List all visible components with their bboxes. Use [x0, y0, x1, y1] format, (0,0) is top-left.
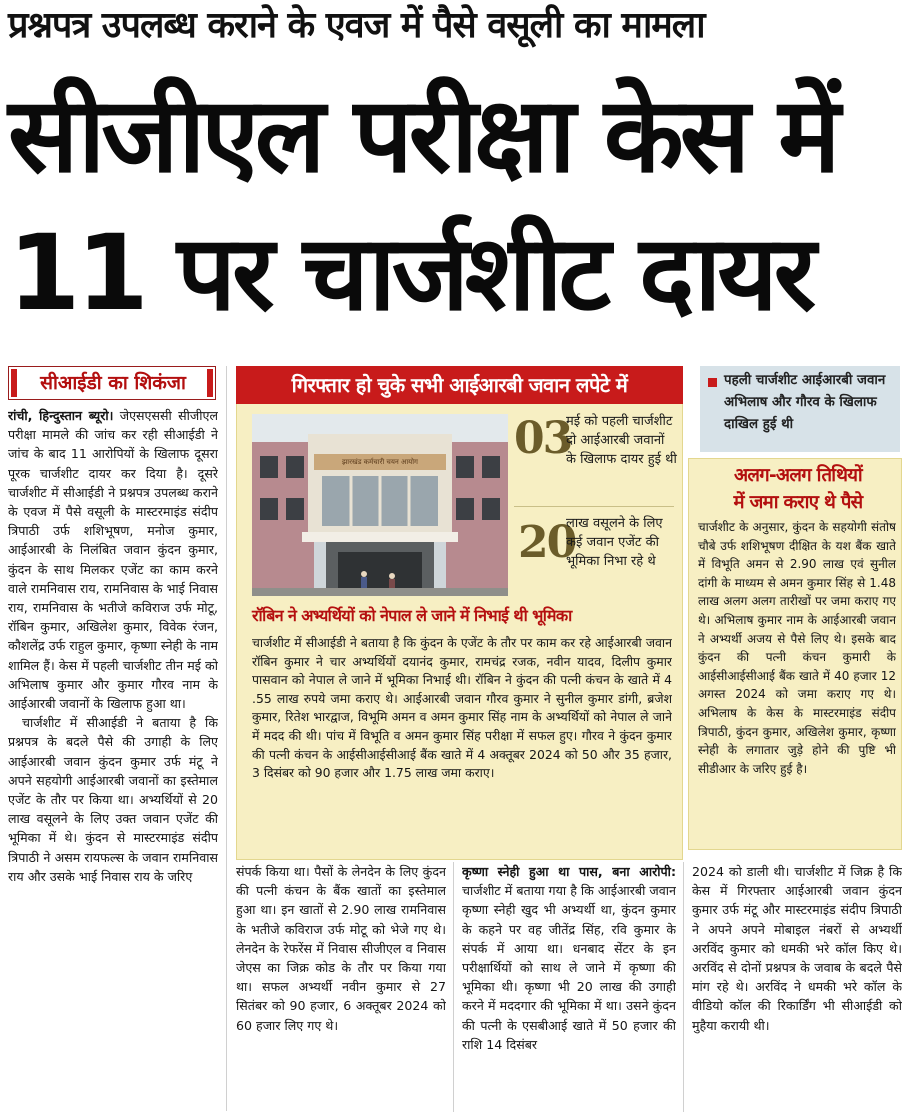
main-headline-line2: 11 पर चार्जशीट दायर [8, 212, 813, 334]
right-box-heading-line1: अलग-अलग तिथियों [733, 465, 863, 486]
building-sign: झारखंड कर्मचारी चयन आयोग [342, 458, 418, 466]
sidebar-note-text: पहली चार्जशीट आईआरबी जवान अभिलाष और गौरव के खिलाफ दाखिल हुई थी [724, 373, 886, 432]
section-tag-label: सीआईडी का शिकंजा [40, 372, 186, 394]
stat-number-2: 20 [518, 517, 576, 568]
tag-bar-right [207, 369, 213, 397]
right-box-body: चार्जशीट के अनुसार, कुंदन के सहयोगी संतोष चौबे उर्फ शशिभूषण दीक्षित के यश बैंक खाते में विभूति अमन से 2.90 लाख एवं सुनील दांगी के माध्यम से अमन कुमार सिंह से 1.48 लाख अलग अलग तारीखों पर जमा कराए गए थे। अभिलाष कुमार नाम के आईआरबी जवान ने अभ्यर्थी अजय से पैसे लिए थे। इसके बाद कुंदन की पत्नी कंचन कुमारी के आईसीआईसीआई बैंक खाते में 40 हजार 12 अगस्त 2024 को जमा कराए गए थे। अभिलाष के केस के मास्टरमाइंड संदीप त्रिपाठी, कुंदन कुमार, अखिलेश कुमार, कृष्णा स्नेही के लगातार जुड़े होने की पुष्टि भी सीडीआर के जरिए हुई है। [698, 520, 896, 776]
bullet-square-icon [708, 378, 717, 387]
right-box-heading [700, 462, 896, 516]
section-tag [8, 366, 216, 400]
left-para-1 [8, 406, 218, 713]
right-box-heading-line2: में जमा कराए थे पैसे [733, 492, 863, 513]
highlight-banner: गिरफ्तार हो चुके सभी आईआरबी जवान लपेटे में [236, 366, 683, 404]
stat-text-2: लाख वसूलने के लिए कई जवान एजेंट की भूमिका निभा रहे थे [566, 516, 663, 569]
bottom-column-3 [462, 862, 676, 1112]
bottom-col3-heading: कृष्णा स्नेही हुआ था पास, बना आरोपी: [462, 864, 676, 879]
bottom-col3-body: चार्जशीट में बताया गया है कि आईआरबी जवान कृष्णा स्नेही खुद भी अभ्यर्थी था, कुंदन कुमार के कहने पर वह जीतेंद्र सिंह, रवि कुमार के संपर्क में आया था। धनबाद सेंटर के इन परीक्षार्थियों को साथ ले जाने में कृष्णा की भूमिका थी। कृष्णा भी 20 लाख की उगाही करने में मददगार की भूमिका में था। उसने कुंदन की पत्नी के एसबीआई खाते में 50 हजार की राशि 14 दिसंबर [462, 883, 676, 1052]
tag-bar-left [11, 369, 17, 397]
mid-subhead: रॉबिन ने अभ्यर्थियों को नेपाल ले जाने में निभाई थी भूमिका [252, 606, 572, 625]
main-headline-line1: सीजीएल परीक्षा केस में [8, 74, 837, 196]
kicker-headline: प्रश्नपत्र उपलब्ध कराने के एवज में पैसे वसूली का मामला [8, 5, 705, 46]
building-illustration [252, 414, 508, 596]
left-para-1-text: जेएसएससी सीजीएल परीक्षा मामले की जांच कर रही सीआईडी ने जांच के बाद 11 आरोपियों के खिलाफ दूसरा पूरक चार्जशीट दायर कर दिया है। दूसरे चार्जशीट में सीआईडी ने प्रश्नपत्र उपलब्ध कराने के एवज में पैसे वसूली के मास्टरमाइंड संदीप त्रिपाठी उर्फ शशिभूषण, मनोज कुमार, आईआरबी के निलंबित जवान कुंदन कुमार, कुंदन के साथ मिलकर एजेंट का काम करने वाले रामनिवास राय, रामनिवास के भाई निवास राय, रामनिवास के भतीजे कविराज उर्फ मोटू, रॉबिन कुमार, अखिलेश कुमार, विवेक रंजन, कौशलेंद्र उर्फ राहुल कुमार, कृष्णा स्नेही के नाम शामिल हैं। केस में पहली चार्जशीट तीन मई को अभिलाष कुमार और कुमार गौरव नाम के आईआरबी जवानों के खिलाफ हुआ था। [8, 408, 218, 712]
mid-body: चार्जशीट में सीआईडी ने बताया है कि कुंदन के एजेंट के तौर पर काम कर रहे आईआरबी जवान रॉबिन कुमार ने चार अभ्यर्थियों दयानंद कुमार, रामचंद्र रजक, नवीन यादव, दिलीप कुमार पासवान को नेपाल ले जाने में भूमिका निभाई थी। रॉबिन ने कुंदन की पत्नी कंचन के खाते में 4 .55 लाख रुपये जमा कराए थे। आईआरबी जवान गौरव कुमार ने सुनील कुमार डांगी, ब्रजेश कुमार, रितेश भारद्वाज, विभूमि अमन व अमन कुमार सिंह नाम के अभ्यर्थियों को नेपाल ले जाने में मदद की थी। पांच में विभूति व अमन कुमार सिंह परीक्षा में सफल हुए। गौरव ने कुंदन कुमार की पत्नी कंचन के आईसीआईसीआई बैंक खाते में 4 अक्तूबर 2024 को 50 और 35 हजार, 3 दिसंबर को 90 हजार और 1.75 लाख जमा कराए। [252, 635, 672, 781]
sidebar-note [700, 366, 900, 452]
column-divider-3 [683, 862, 684, 1112]
column-divider-2 [453, 862, 454, 1112]
building-photo [252, 414, 508, 596]
dateline: रांची, हिन्दुस्तान ब्यूरो। [8, 408, 114, 423]
column-divider-1 [226, 366, 227, 1111]
left-column [8, 406, 218, 1111]
bottom-column-4: 2024 को डाली थी। चार्जशीट में जिक्र है कि केस में गिरफ्तार आईआरबी जवान कुंदन कुमार उर्फ मंटू और मास्टरमाइंड संदीप त्रिपाठी ने अपने अपने मोबाइल नंबरों से अभ्यर्थी अरविंद कुमार को धमकी भरे कॉल किए थे। अरविंद से दोनों प्रश्नपत्र के जवाब के बदले पैसे मांग रहे थे। अरविंद ने धमकी भरे कॉल के वीडियो कॉल की रिकार्डिंग भी सीआईडी को मुहैया करायी थी। [692, 864, 902, 1033]
stat-text-1: मई को पहली चार्जशीट दो आईआरबी जवानों के खिलाफ दायर हुई थी [566, 414, 677, 467]
stat-number-1: 03 [514, 413, 572, 464]
bottom-column-2: संपर्क किया था। पैसों के लेनदेन के लिए कुंदन की पत्नी कंचन के बैंक खातों का इस्तेमाल हुआ था। इन खातों से 2.90 लाख रामनिवास के भतीजे कविराज उर्फ मोटू को भेजे गए थे। लेनदेन के रेफरेंस में निवास सीजीएल व निवास जेएस का जिक्र कोड के तौर पर किया गया था। सफल अभ्यर्थी नवीन कुमार से 27 सितंबर को 90 हजार, 6 अक्तूबर 2024 को 60 हजार लिए गए थे। [236, 864, 446, 1033]
left-para-2: चार्जशीट में सीआईडी ने बताया है कि प्रश्नपत्र के बदले पैसे की उगाही के लिए आईआरबी जवान कुंदन कुमार उर्फ मंटू ने अपने सहयोगी आईआरबी जवानों का इस्तेमाल एजेंट के तौर पर किया था। अभ्यर्थियों से 20 लाख वसूलने के लिए उक्त जवान एजेंट की भूमिका में थे। कुंदन से मास्टरमाइंड संदीप त्रिपाठी ने असम रायफल्स के जवान रामनिवास राय और उसके भाई निवास राय के जरिए [8, 715, 218, 884]
stat-divider [514, 506, 674, 507]
